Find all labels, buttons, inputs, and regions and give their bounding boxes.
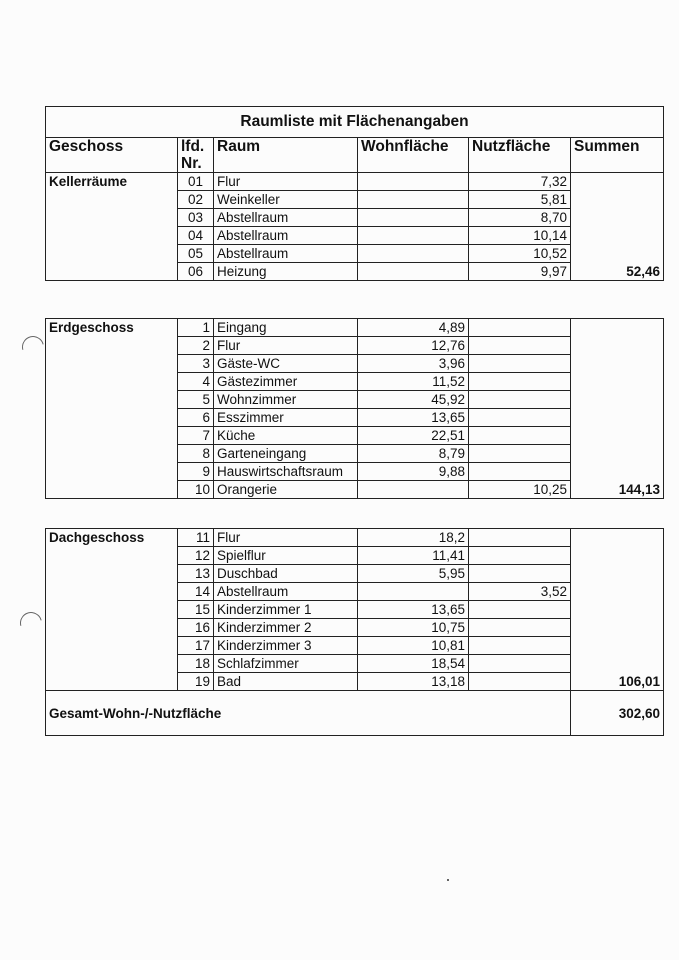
- nutzflaeche-value: [469, 427, 571, 445]
- room-number: 06: [178, 263, 214, 281]
- nutzflaeche-value: [469, 637, 571, 655]
- nutzflaeche-value: 8,70: [469, 209, 571, 227]
- wohnflaeche-value: 3,96: [358, 355, 469, 373]
- nutzflaeche-value: 7,32: [469, 173, 571, 191]
- wohnflaeche-value: [358, 583, 469, 601]
- room-name: Orangerie: [214, 481, 358, 499]
- speck-mark: [447, 879, 449, 881]
- room-name: Weinkeller: [214, 191, 358, 209]
- nutzflaeche-value: [469, 391, 571, 409]
- sum-cell: [571, 637, 664, 655]
- punch-hole-mark: [18, 332, 48, 362]
- header-raum: Raum: [214, 138, 358, 173]
- room-number: 02: [178, 191, 214, 209]
- wohnflaeche-value: 4,89: [358, 319, 469, 337]
- room-name: Abstellraum: [214, 245, 358, 263]
- sum-cell: [571, 319, 664, 337]
- table-row: [46, 463, 664, 481]
- nutzflaeche-value: [469, 601, 571, 619]
- table-row: [46, 529, 664, 547]
- room-number: 14: [178, 583, 214, 601]
- room-table-keller: [45, 106, 664, 281]
- room-name: Hauswirtschaftsraum: [214, 463, 358, 481]
- wohnflaeche-value: 13,65: [358, 409, 469, 427]
- section-name-cell: [46, 463, 178, 481]
- table-row: [46, 263, 664, 281]
- section-name-cell: [46, 209, 178, 227]
- sum-cell: [571, 445, 664, 463]
- section-name-cell: [46, 583, 178, 601]
- room-number: 9: [178, 463, 214, 481]
- section-name-cell: [46, 337, 178, 355]
- nutzflaeche-value: [469, 463, 571, 481]
- room-number: 05: [178, 245, 214, 263]
- nutzflaeche-value: 10,25: [469, 481, 571, 499]
- wohnflaeche-value: [358, 245, 469, 263]
- section-sum: 52,46: [571, 263, 664, 281]
- sum-cell: [571, 583, 664, 601]
- table-row: [46, 209, 664, 227]
- room-number: 15: [178, 601, 214, 619]
- section-name-cell: [46, 409, 178, 427]
- room-number: 1: [178, 319, 214, 337]
- sum-cell: [571, 373, 664, 391]
- section-name-cell: [46, 673, 178, 691]
- wohnflaeche-value: [358, 227, 469, 245]
- nutzflaeche-value: [469, 409, 571, 427]
- table-row: [46, 319, 664, 337]
- wohnflaeche-value: 11,41: [358, 547, 469, 565]
- room-number: 19: [178, 673, 214, 691]
- total-label: Gesamt-Wohn-/-Nutzfläche: [46, 691, 571, 736]
- room-number: 04: [178, 227, 214, 245]
- section-sum: 144,13: [571, 481, 664, 499]
- nutzflaeche-value: [469, 619, 571, 637]
- sum-cell: [571, 409, 664, 427]
- punch-hole-mark: [16, 608, 46, 638]
- nutzflaeche-value: 5,81: [469, 191, 571, 209]
- wohnflaeche-value: 9,88: [358, 463, 469, 481]
- wohnflaeche-value: [358, 209, 469, 227]
- room-number: 13: [178, 565, 214, 583]
- sum-cell: [571, 427, 664, 445]
- nutzflaeche-value: [469, 547, 571, 565]
- section-name-cell: [46, 263, 178, 281]
- sum-cell: [571, 463, 664, 481]
- room-name: Kinderzimmer 3: [214, 637, 358, 655]
- wohnflaeche-value: [358, 173, 469, 191]
- nutzflaeche-value: [469, 529, 571, 547]
- table-title: Raumliste mit Flächenangaben: [46, 107, 664, 138]
- section-sum: 106,01: [571, 673, 664, 691]
- room-name: Kinderzimmer 1: [214, 601, 358, 619]
- room-name: Flur: [214, 173, 358, 191]
- section-name: Kellerräume: [46, 173, 178, 191]
- sum-cell: [571, 655, 664, 673]
- room-name: Heizung: [214, 263, 358, 281]
- room-name: Eingang: [214, 319, 358, 337]
- section-name-cell: [46, 619, 178, 637]
- room-name: Flur: [214, 529, 358, 547]
- table-row: [46, 227, 664, 245]
- room-number: 17: [178, 637, 214, 655]
- room-number: 3: [178, 355, 214, 373]
- table-row: [46, 673, 664, 691]
- section-name-cell: [46, 227, 178, 245]
- wohnflaeche-value: 13,18: [358, 673, 469, 691]
- header-lfd: lfd.: [178, 138, 214, 156]
- room-name: Garteneingang: [214, 445, 358, 463]
- nutzflaeche-value: 10,14: [469, 227, 571, 245]
- room-number: 12: [178, 547, 214, 565]
- nutzflaeche-value: [469, 445, 571, 463]
- sum-cell: [571, 191, 664, 209]
- wohnflaeche-value: [358, 263, 469, 281]
- room-number: 4: [178, 373, 214, 391]
- table-row: [46, 481, 664, 499]
- room-table-erdgeschoss: [45, 318, 664, 499]
- wohnflaeche-value: 8,79: [358, 445, 469, 463]
- table-row: [46, 637, 664, 655]
- sum-cell: [571, 173, 664, 191]
- room-number: 03: [178, 209, 214, 227]
- wohnflaeche-value: 13,65: [358, 601, 469, 619]
- wohnflaeche-value: 18,54: [358, 655, 469, 673]
- room-name: Gästezimmer: [214, 373, 358, 391]
- room-name: Gäste-WC: [214, 355, 358, 373]
- nutzflaeche-value: 9,97: [469, 263, 571, 281]
- table-row: [46, 191, 664, 209]
- room-number: 11: [178, 529, 214, 547]
- room-table-dachgeschoss: [45, 528, 664, 736]
- wohnflaeche-value: 11,52: [358, 373, 469, 391]
- room-number: 2: [178, 337, 214, 355]
- wohnflaeche-value: 18,2: [358, 529, 469, 547]
- wohnflaeche-value: 5,95: [358, 565, 469, 583]
- sum-cell: [571, 245, 664, 263]
- room-name: Schlafzimmer: [214, 655, 358, 673]
- table-row: [46, 565, 664, 583]
- header-nr: Nr.: [178, 155, 214, 173]
- room-number: 7: [178, 427, 214, 445]
- wohnflaeche-value: 12,76: [358, 337, 469, 355]
- table-row: [46, 173, 664, 191]
- section-name-cell: [46, 373, 178, 391]
- room-name: Flur: [214, 337, 358, 355]
- table-row: [46, 355, 664, 373]
- table-row: [46, 601, 664, 619]
- room-name: Wohnzimmer: [214, 391, 358, 409]
- table-row: [46, 391, 664, 409]
- nutzflaeche-value: 10,52: [469, 245, 571, 263]
- total-value: 302,60: [571, 691, 664, 736]
- sum-cell: [571, 565, 664, 583]
- section-name-cell: [46, 391, 178, 409]
- section-name-cell: [46, 245, 178, 263]
- section-name-cell: [46, 547, 178, 565]
- section-name-cell: [46, 355, 178, 373]
- nutzflaeche-value: [469, 565, 571, 583]
- room-number: 01: [178, 173, 214, 191]
- nutzflaeche-value: [469, 373, 571, 391]
- table-row: [46, 409, 664, 427]
- table-row: [46, 373, 664, 391]
- sum-cell: [571, 337, 664, 355]
- section-name-cell: [46, 481, 178, 499]
- room-number: 6: [178, 409, 214, 427]
- sum-cell: [571, 355, 664, 373]
- section-name: Dachgeschoss: [46, 529, 178, 547]
- section-name-cell: [46, 601, 178, 619]
- room-name: Bad: [214, 673, 358, 691]
- nutzflaeche-value: [469, 337, 571, 355]
- room-name: Abstellraum: [214, 209, 358, 227]
- wohnflaeche-value: [358, 481, 469, 499]
- room-name: Esszimmer: [214, 409, 358, 427]
- sum-cell: [571, 529, 664, 547]
- room-number: 10: [178, 481, 214, 499]
- total-row: [46, 691, 664, 736]
- sum-cell: [571, 227, 664, 245]
- table-row: [46, 655, 664, 673]
- section-name-cell: [46, 565, 178, 583]
- wohnflaeche-value: 22,51: [358, 427, 469, 445]
- header-summen: Summen: [571, 138, 664, 173]
- wohnflaeche-value: 10,81: [358, 637, 469, 655]
- sum-cell: [571, 547, 664, 565]
- nutzflaeche-value: [469, 355, 571, 373]
- table-row: [46, 547, 664, 565]
- nutzflaeche-value: [469, 673, 571, 691]
- section-name-cell: [46, 191, 178, 209]
- nutzflaeche-value: [469, 655, 571, 673]
- sum-cell: [571, 209, 664, 227]
- room-number: 18: [178, 655, 214, 673]
- wohnflaeche-value: [358, 191, 469, 209]
- room-name: Küche: [214, 427, 358, 445]
- nutzflaeche-value: [469, 319, 571, 337]
- table-row: [46, 619, 664, 637]
- room-number: 5: [178, 391, 214, 409]
- section-name-cell: [46, 427, 178, 445]
- table-row: [46, 427, 664, 445]
- wohnflaeche-value: 45,92: [358, 391, 469, 409]
- sum-cell: [571, 619, 664, 637]
- sum-cell: [571, 601, 664, 619]
- room-name: Abstellraum: [214, 583, 358, 601]
- room-name: Duschbad: [214, 565, 358, 583]
- table-row: [46, 445, 664, 463]
- room-name: Spielflur: [214, 547, 358, 565]
- room-number: 16: [178, 619, 214, 637]
- section-name: Erdgeschoss: [46, 319, 178, 337]
- header-wohnflaeche: Wohnfläche: [358, 138, 469, 173]
- room-name: Abstellraum: [214, 227, 358, 245]
- section-name-cell: [46, 637, 178, 655]
- table-row: [46, 337, 664, 355]
- header-nutzflaeche: Nutzfläche: [469, 138, 571, 173]
- room-name: Kinderzimmer 2: [214, 619, 358, 637]
- table-row: [46, 245, 664, 263]
- nutzflaeche-value: 3,52: [469, 583, 571, 601]
- header-geschoss: Geschoss: [46, 138, 178, 173]
- wohnflaeche-value: 10,75: [358, 619, 469, 637]
- table-row: [46, 583, 664, 601]
- room-number: 8: [178, 445, 214, 463]
- section-name-cell: [46, 655, 178, 673]
- sum-cell: [571, 391, 664, 409]
- section-name-cell: [46, 445, 178, 463]
